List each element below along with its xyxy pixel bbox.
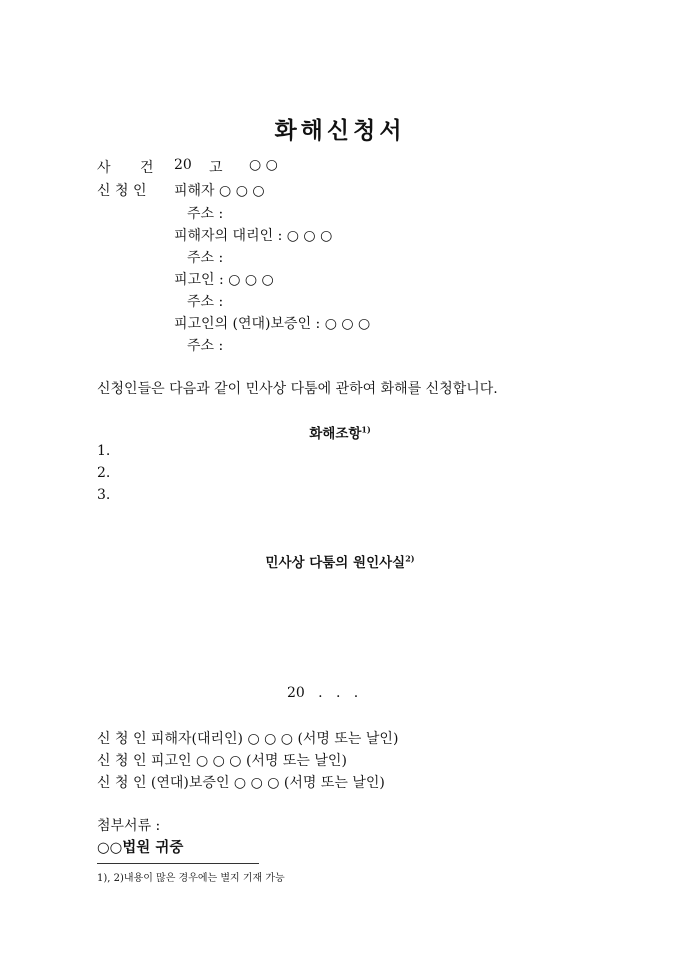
case-type: 고 — [209, 160, 223, 176]
term-item-1: 1. — [97, 443, 111, 459]
applicants-label: 신 청 인 — [97, 183, 147, 199]
court-addressee: ○○법원 귀중 — [97, 839, 184, 856]
signature-line-defendant: 신 청 인 피고인 ○ ○ ○ (서명 또는 날인) — [97, 753, 347, 769]
term-item-3: 3. — [97, 487, 111, 503]
document-title: 화해신청서 — [274, 117, 406, 144]
cause-heading — [0, 551, 680, 571]
case-number: ○ ○ — [249, 157, 278, 173]
victim-address: 주소 : — [187, 206, 224, 222]
terms-heading-text: 화해조항 — [309, 426, 362, 442]
defendant-address: 주소 : — [187, 294, 224, 310]
cause-footnote-ref: 2) — [405, 553, 415, 564]
defendant-line: 피고인 : ○ ○ ○ — [174, 272, 274, 288]
application-statement: 신청인들은 다음과 같이 민사상 다툼에 관하여 화해를 신청합니다. — [97, 381, 498, 397]
footnote-text: 1), 2)내용이 많은 경우에는 별지 기재 가능 — [97, 873, 285, 884]
victim-agent-line: 피해자의 대리인 : ○ ○ ○ — [174, 228, 333, 244]
case-label-1: 사 — [97, 160, 111, 176]
terms-footnote-ref: 1) — [361, 424, 371, 435]
term-item-2: 2. — [97, 465, 111, 481]
case-year: 20 — [174, 157, 192, 173]
victim-line: 피해자 ○ ○ ○ — [174, 183, 265, 199]
case-label-2: 건 — [140, 160, 154, 176]
signature-line-victim: 신 청 인 피해자(대리인) ○ ○ ○ (서명 또는 날인) — [97, 731, 399, 747]
attachments-label: 첨부서류 : — [97, 818, 161, 834]
victim-agent-address: 주소 : — [187, 250, 224, 266]
terms-heading — [0, 422, 680, 442]
guarantor-line: 피고인의 (연대)보증인 : ○ ○ ○ — [174, 316, 371, 332]
footnote-divider — [97, 863, 259, 864]
signature-line-guarantor: 신 청 인 (연대)보증인 ○ ○ ○ (서명 또는 날인) — [97, 775, 385, 791]
application-date: 20 . . . — [287, 685, 359, 701]
guarantor-address: 주소 : — [187, 338, 224, 354]
cause-heading-text: 민사상 다툼의 원인사실 — [265, 555, 406, 571]
